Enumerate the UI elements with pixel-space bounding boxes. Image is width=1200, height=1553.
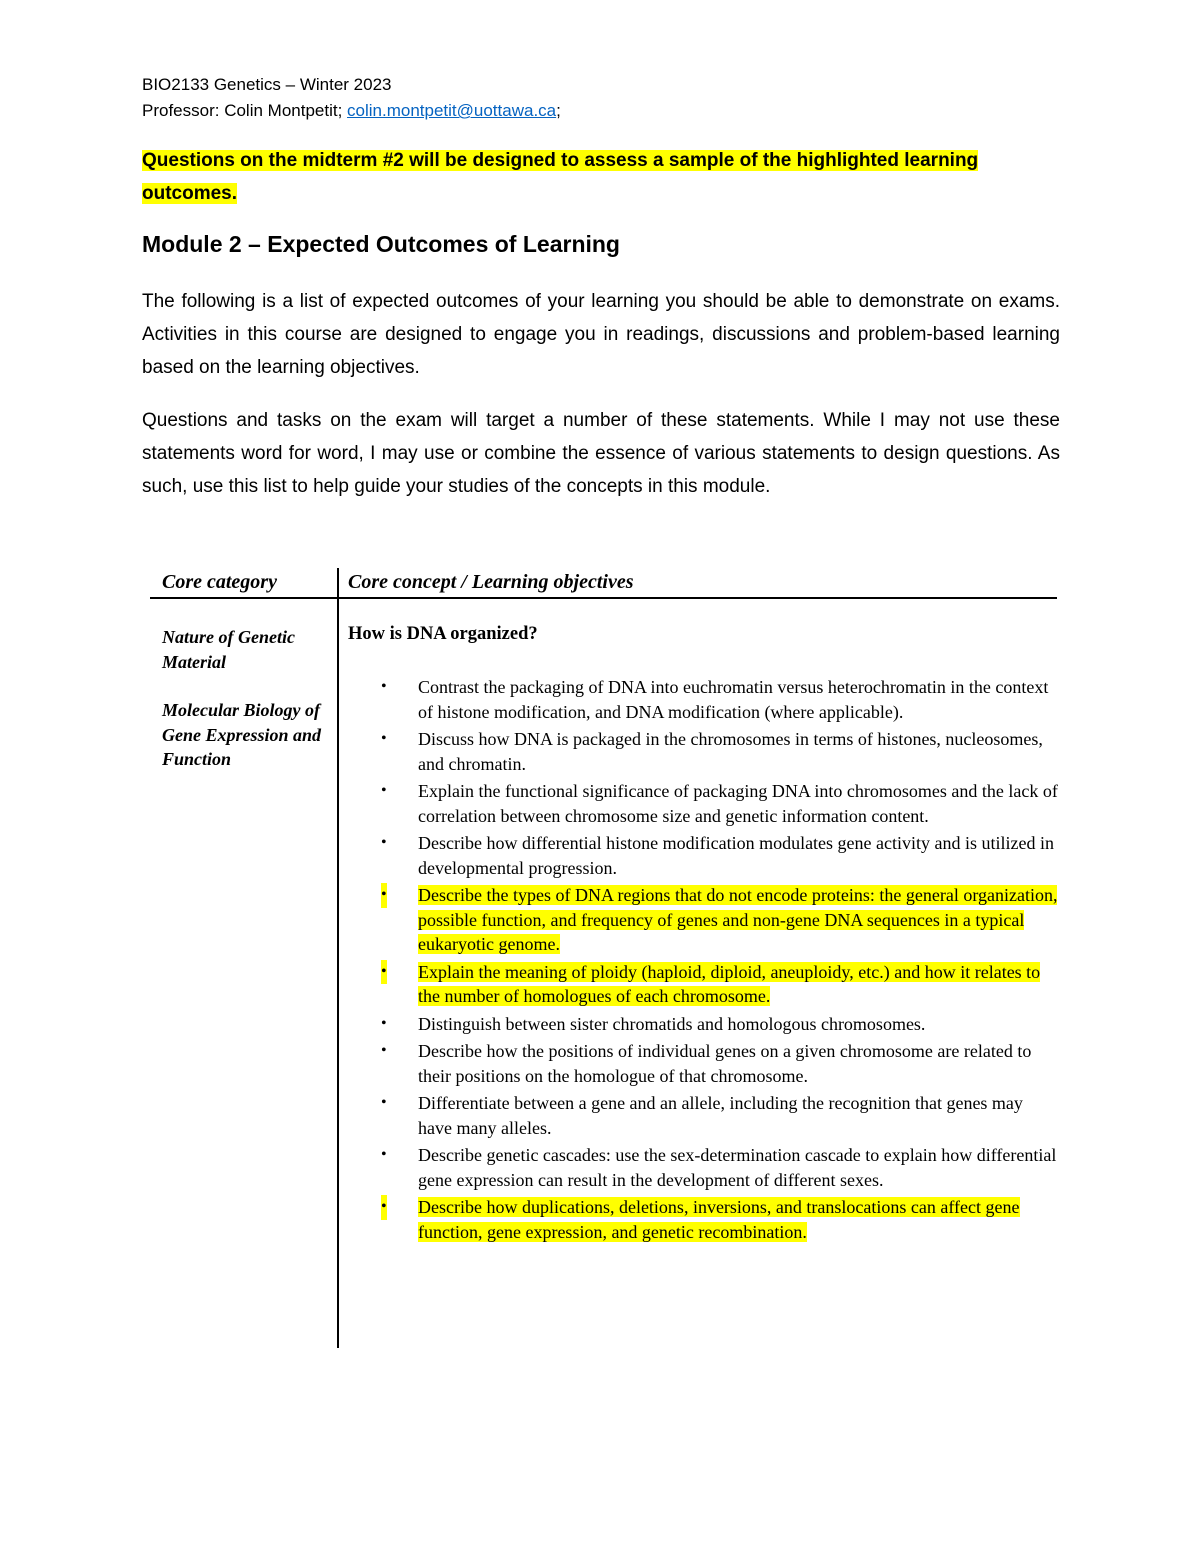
concept-title: How is DNA organized? xyxy=(348,624,538,644)
intro-paragraph: The following is a list of expected outcomes of your learning you should be able to demonstrate on exams. Activities in this course are designed to engage you in readings, discussions and problem-based learning based on the learning objectives. xyxy=(142,291,1060,378)
objective-text: Describe the types of DNA regions that do not encode proteins: the general organization, possible function, and frequency of genes and non-gene DNA sequences in a typical eukaryotic genome. xyxy=(418,885,1058,954)
objective-text: Describe how differential histone modification modulates gene activity and is utilized in developmental progression. xyxy=(418,833,1054,878)
list-item xyxy=(380,883,1060,957)
bullet-icon: • xyxy=(381,730,387,747)
objective-text: Explain the meaning of ploidy (haploid, diploid, aneuploidy, etc.) and how it relates to the number of homologues of each chromosome. xyxy=(418,961,1041,1006)
list-item xyxy=(380,1091,1060,1140)
list-item xyxy=(380,1012,1060,1037)
list-item xyxy=(380,831,1060,880)
table-header-rule xyxy=(150,597,1057,599)
bullet-icon: • xyxy=(381,1094,387,1111)
bullet-icon: • xyxy=(381,782,387,799)
bullet-icon: • xyxy=(381,1146,387,1163)
bullet-icon: • xyxy=(381,883,387,908)
table-column-divider xyxy=(337,568,339,1348)
list-item xyxy=(380,1195,1060,1244)
list-item xyxy=(380,779,1060,828)
objectives-list xyxy=(380,675,1060,1247)
list-item xyxy=(380,1143,1060,1192)
bullet-icon: • xyxy=(381,1014,387,1032)
objective-text: Describe genetic cascades: use the sex-determination cascade to explain how differential gene expression can result in the development of different sexes. xyxy=(418,1145,1057,1190)
objective-text: Contrast the packaging of DNA into euchromatin versus heterochromatin in the context of histone modification, and DNA modification (where applicable). xyxy=(418,677,1049,722)
module-title: Module 2 – Expected Outcomes of Learning xyxy=(142,231,620,257)
list-item xyxy=(380,960,1060,1009)
objective-text: Distinguish between sister chromatids and homologous chromosomes. xyxy=(418,1013,926,1034)
email-suffix: ; xyxy=(556,101,561,120)
midterm-notice xyxy=(142,144,1062,210)
header-core-category: Core category xyxy=(162,571,277,593)
category-nature-of-genetic-material: Nature of Genetic Material xyxy=(162,627,295,672)
professor-email-link[interactable]: colin.montpetit@uottawa.ca xyxy=(347,101,557,120)
objective-text: Discuss how DNA is packaged in the chromosomes in terms of histones, nucleosomes, and chromatin. xyxy=(418,729,1043,774)
bullet-icon: • xyxy=(381,678,387,695)
objective-text: Explain the functional significance of packaging DNA into chromosomes and the lack of correlation between chromosome size and genetic information content. xyxy=(418,781,1058,826)
objective-text: Describe how duplications, deletions, inversions, and translocations can affect gene function, gene expression, and genetic recombination. xyxy=(418,1197,1020,1242)
midterm-notice-text: Questions on the midterm #2 will be designed to assess a sample of the highlighted learning outcomes. xyxy=(142,150,979,204)
bullet-icon: • xyxy=(381,960,387,985)
list-item xyxy=(380,727,1060,776)
bullet-icon: • xyxy=(381,1195,387,1220)
course-header: BIO2133 Genetics – Winter 2023 xyxy=(142,75,392,94)
bullet-icon: • xyxy=(381,1042,387,1059)
category-molecular-biology: Molecular Biology of Gene Expression and Function xyxy=(162,700,322,769)
list-item xyxy=(380,1039,1060,1088)
professor-label: Professor: Colin Montpetit; xyxy=(142,101,348,120)
professor-line xyxy=(142,101,561,121)
list-item xyxy=(380,675,1060,724)
exam-paragraph: Questions and tasks on the exam will target a number of these statements. While I may not use these statements word for word, I may use or combine the essence of various statements to design questions. As such, use this list to help guide your studies of the concepts in this module. xyxy=(142,410,1060,497)
bullet-icon: • xyxy=(381,834,387,851)
objective-text: Describe how the positions of individual genes on a given chromosome are related to their positions on the homologue of that chromosome. xyxy=(418,1041,1032,1086)
header-core-concept: Core concept / Learning objectives xyxy=(348,571,634,593)
objective-text: Differentiate between a gene and an allele, including the recognition that genes may have many alleles. xyxy=(418,1093,1023,1138)
